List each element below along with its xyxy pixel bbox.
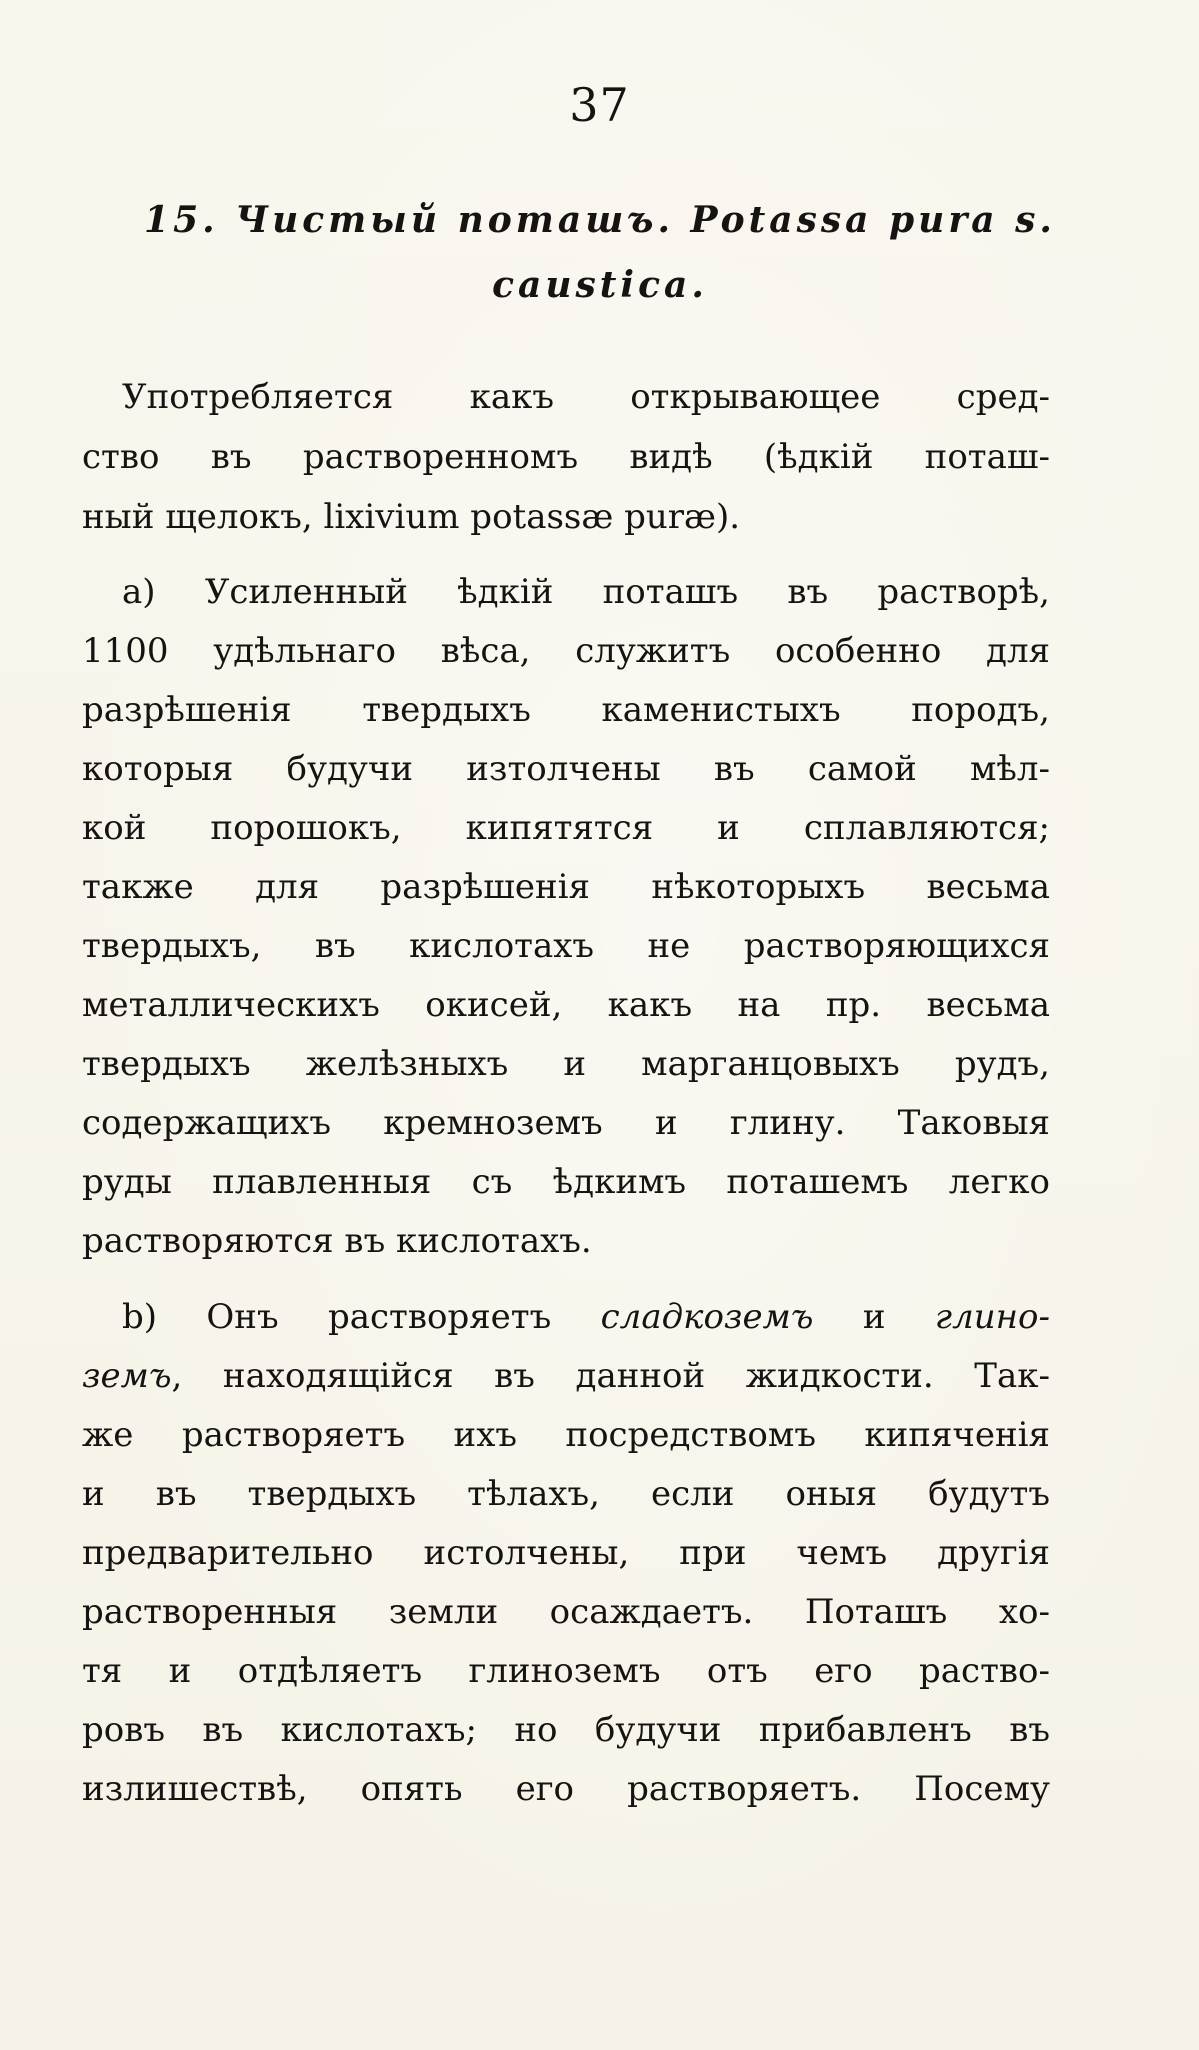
paragraph-a-line: кой порошокъ, кипятятся и сплавляются; xyxy=(82,808,1050,848)
paragraph-b-text: , находящійся въ данной жидкости. Так- xyxy=(171,1356,1050,1396)
paragraph-1-line: ство въ растворенномъ видѣ (ѣдкій поташ- xyxy=(82,437,1050,477)
paragraph-b-italic-term: сладкоземъ xyxy=(600,1297,814,1337)
paragraph-b-italic-term: глино- xyxy=(934,1297,1050,1337)
paragraph-a-line: 1100 удѣльнаго вѣса, служитъ особенно для xyxy=(82,631,1050,671)
paragraph-1-line: Употребляется какъ открывающее сред- xyxy=(122,377,1050,417)
paragraph-a-line: твердыхъ желѣзныхъ и марганцовыхъ рудъ, xyxy=(82,1044,1050,1084)
paragraph-a-line: руды плавленныя съ ѣдкимъ поташемъ легко xyxy=(82,1162,1050,1202)
paragraph-a-line: содержащихъ кремноземъ и глину. Таковыя xyxy=(82,1103,1050,1143)
paragraph-b-line xyxy=(122,1292,1050,1342)
paragraph-b-line: излишествѣ, опять его растворяетъ. Посему xyxy=(82,1769,1050,1809)
paragraph-b-line: тя и отдѣляетъ глиноземъ отъ его раство- xyxy=(82,1651,1050,1691)
paragraph-a-line: растворяются въ кислотахъ. xyxy=(82,1221,592,1261)
paragraph-b-line xyxy=(82,1351,1050,1401)
paragraph-b-text: и xyxy=(813,1297,935,1337)
paragraph-a-line: также для разрѣшенія нѣкоторыхъ весьма xyxy=(82,867,1050,907)
paragraph-a-line: металлическихъ окисей, какъ на пр. весьма xyxy=(82,985,1050,1025)
paragraph-1-line: ный щелокъ, lixivium potassæ puræ). xyxy=(82,497,741,537)
paragraph-a-line: а) Усиленный ѣдкій поташъ въ растворѣ, xyxy=(122,572,1050,612)
paragraph-a-line: которыя будучи изтолчены въ самой мѣл- xyxy=(82,749,1050,789)
paragraph-b-line: предварительно истолчены, при чемъ другія xyxy=(82,1533,1050,1573)
paragraph-b-line: ровъ въ кислотахъ; но будучи прибавленъ въ xyxy=(82,1710,1050,1750)
paragraph-a-line: твердыхъ, въ кислотахъ не растворяющихся xyxy=(82,926,1050,966)
paragraph-b-text: b) Онъ растворяетъ xyxy=(122,1297,601,1337)
paragraph-b-line: же растворяетъ ихъ посредствомъ кипяченія xyxy=(82,1415,1050,1455)
section-heading-line-1: 15. Чистый поташъ. Potassa pura s. xyxy=(144,199,1056,241)
paragraph-b-line: и въ твердыхъ тѣлахъ, если оныя будутъ xyxy=(82,1474,1050,1514)
page-number: 37 xyxy=(569,78,630,132)
paragraph-b-line: растворенныя земли осаждаетъ. Поташъ хо- xyxy=(82,1592,1050,1632)
paragraph-b-italic-term: земъ xyxy=(82,1356,172,1396)
section-heading-line-2: caustica. xyxy=(492,264,708,306)
paragraph-a-line: разрѣшенія твердыхъ каменистыхъ породъ, xyxy=(82,690,1050,730)
